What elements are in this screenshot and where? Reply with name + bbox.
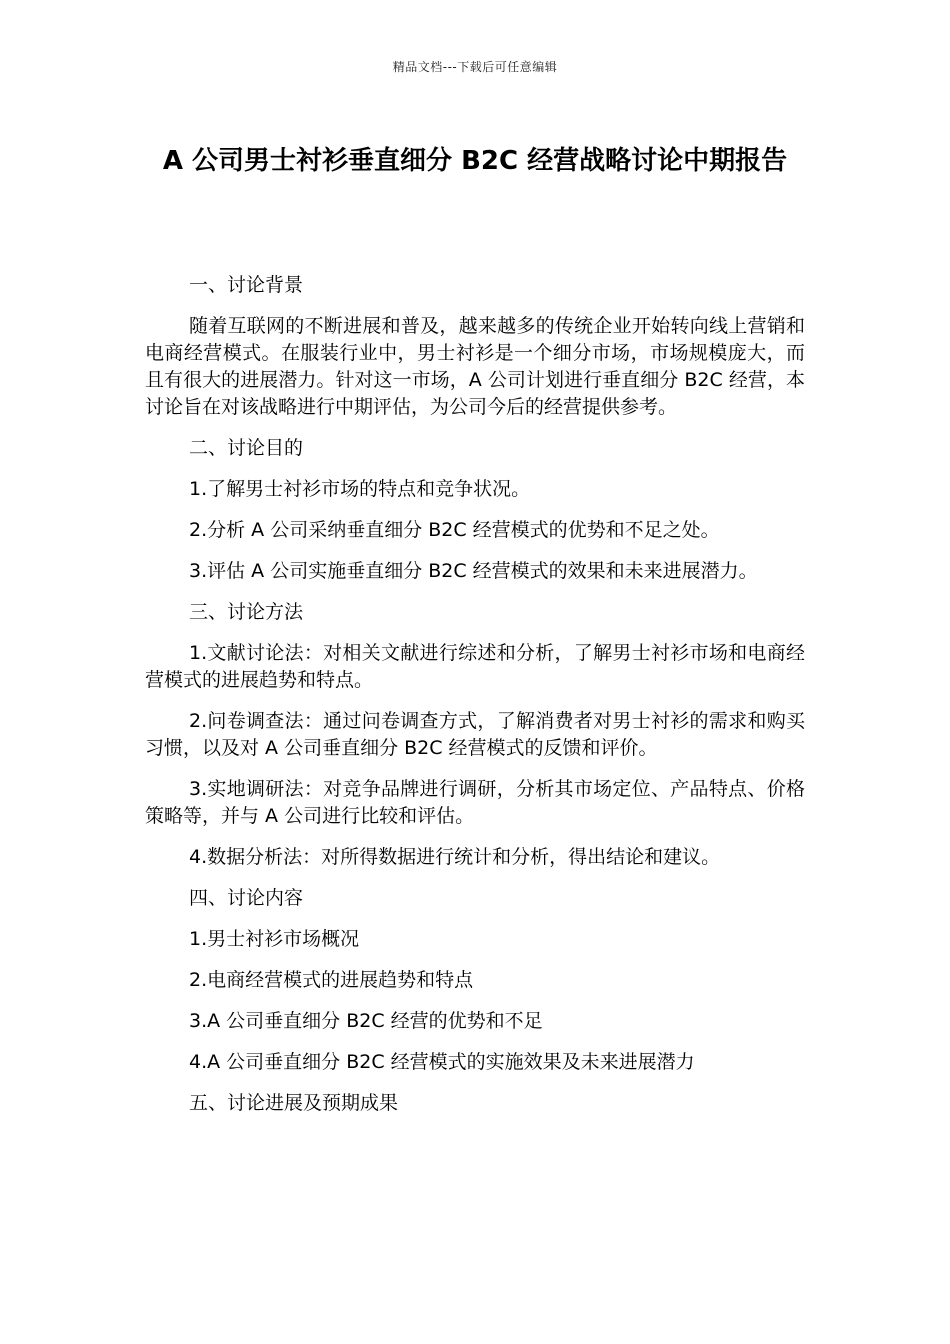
document-title: A 公司男士衬衫垂直细分 B2C 经营战略讨论中期报告 bbox=[162, 146, 788, 176]
section-heading-background: 一、讨论背景 bbox=[189, 274, 304, 296]
list-item-method-1: 1.文献讨论法：对相关文献进行综述和分析，了解男士衬衫市场和电商经营模式的进展趋势和特点。 bbox=[145, 642, 805, 691]
section-heading-purpose: 二、讨论目的 bbox=[189, 437, 304, 459]
list-item-method-3: 3.实地调研法：对竞争品牌进行调研，分析其市场定位、产品特点、价格策略等，并与 A 公司进行比较和评估。 bbox=[145, 778, 805, 827]
list-item-content-2: 2.电商经营模式的进展趋势和特点 bbox=[189, 969, 474, 991]
list-item-content-3: 3.A 公司垂直细分 B2C 经营的优势和不足 bbox=[189, 1010, 543, 1032]
list-item-method-4: 4.数据分析法：对所得数据进行统计和分析，得出结论和建议。 bbox=[189, 846, 721, 868]
paragraph-background: 随着互联网的不断进展和普及，越来越多的传统企业开始转向线上营销和电商经营模式。在服装行业中，男士衬衫是一个细分市场，市场规模庞大，而且有很大的进展潜力。针对这一市场，A 公司计划进行垂直细分 B2C 经营，本讨论旨在对该战略进行中期评估，为公司今后的经营提供参考。 bbox=[145, 315, 805, 418]
document-body bbox=[145, 272, 805, 1131]
section-heading-progress: 五、讨论进展及预期成果 bbox=[189, 1092, 399, 1114]
list-item-purpose-1: 1.了解男士衬衫市场的特点和竞争状况。 bbox=[189, 478, 531, 500]
section-heading-methods: 三、讨论方法 bbox=[189, 601, 304, 623]
list-item-purpose-2: 2.分析 A 公司采纳垂直细分 B2C 经营模式的优势和不足之处。 bbox=[189, 519, 720, 541]
list-item-content-1: 1.男士衬衫市场概况 bbox=[189, 928, 360, 950]
list-item-method-2: 2.问卷调查法：通过问卷调查方式，了解消费者对男士衬衫的需求和购买习惯，以及对 A 公司垂直细分 B2C 经营模式的反馈和评价。 bbox=[145, 710, 805, 759]
header-note: 精品文档---下载后可任意编辑 bbox=[392, 60, 558, 74]
section-heading-content: 四、讨论内容 bbox=[189, 887, 304, 909]
list-item-content-4: 4.A 公司垂直细分 B2C 经营模式的实施效果及未来进展潜力 bbox=[189, 1051, 695, 1073]
list-item-purpose-3: 3.评估 A 公司实施垂直细分 B2C 经营模式的效果和未来进展潜力。 bbox=[189, 560, 758, 582]
